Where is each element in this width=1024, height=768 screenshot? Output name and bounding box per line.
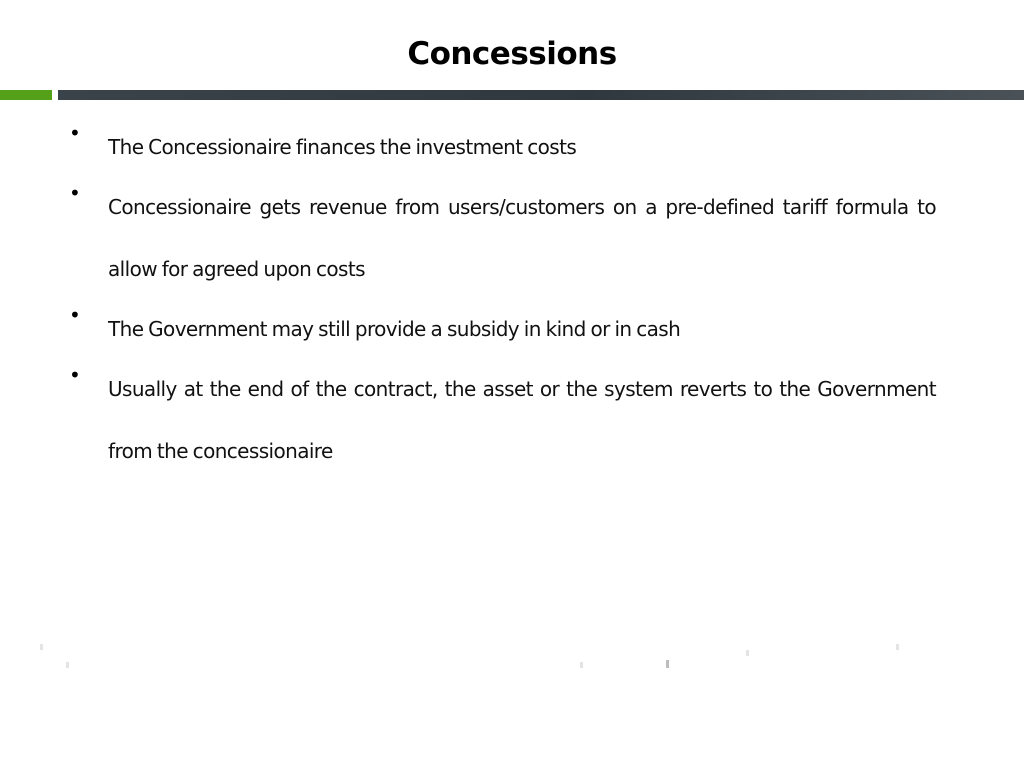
footer-artifacts bbox=[40, 640, 910, 670]
footer-mark bbox=[896, 644, 899, 650]
bullet-item bbox=[0, 298, 1024, 360]
footer-mark bbox=[746, 650, 749, 656]
bullet-item bbox=[0, 358, 1024, 482]
footer-mark bbox=[666, 660, 669, 668]
bullet-text: The Government may still provide a subsidy in kind or in cash bbox=[108, 317, 681, 341]
bullet-text: The Concessionaire finances the investment costs bbox=[108, 135, 577, 159]
bullet-item bbox=[0, 116, 1024, 178]
title-rule bbox=[58, 90, 1024, 100]
bullet-list bbox=[0, 121, 1024, 490]
footer-mark bbox=[40, 644, 43, 650]
bullet-item bbox=[0, 176, 1024, 300]
footer-mark bbox=[66, 662, 69, 668]
bullet-dot-icon: • bbox=[69, 181, 81, 205]
bullet-text: Usually at the end of the contract, the asset or the system reverts to the Government from the concessionaire bbox=[108, 377, 936, 463]
slide-title: Concessions bbox=[407, 36, 617, 72]
footer-mark bbox=[580, 662, 583, 668]
bullet-text: Concessionaire gets revenue from users/customers on a pre-defined tariff formula to allow for agreed upon costs bbox=[108, 195, 936, 281]
bullet-dot-icon: • bbox=[69, 121, 81, 145]
bullet-dot-icon: • bbox=[69, 363, 81, 387]
title-rule-accent bbox=[0, 90, 52, 100]
bullet-dot-icon: • bbox=[69, 303, 81, 327]
